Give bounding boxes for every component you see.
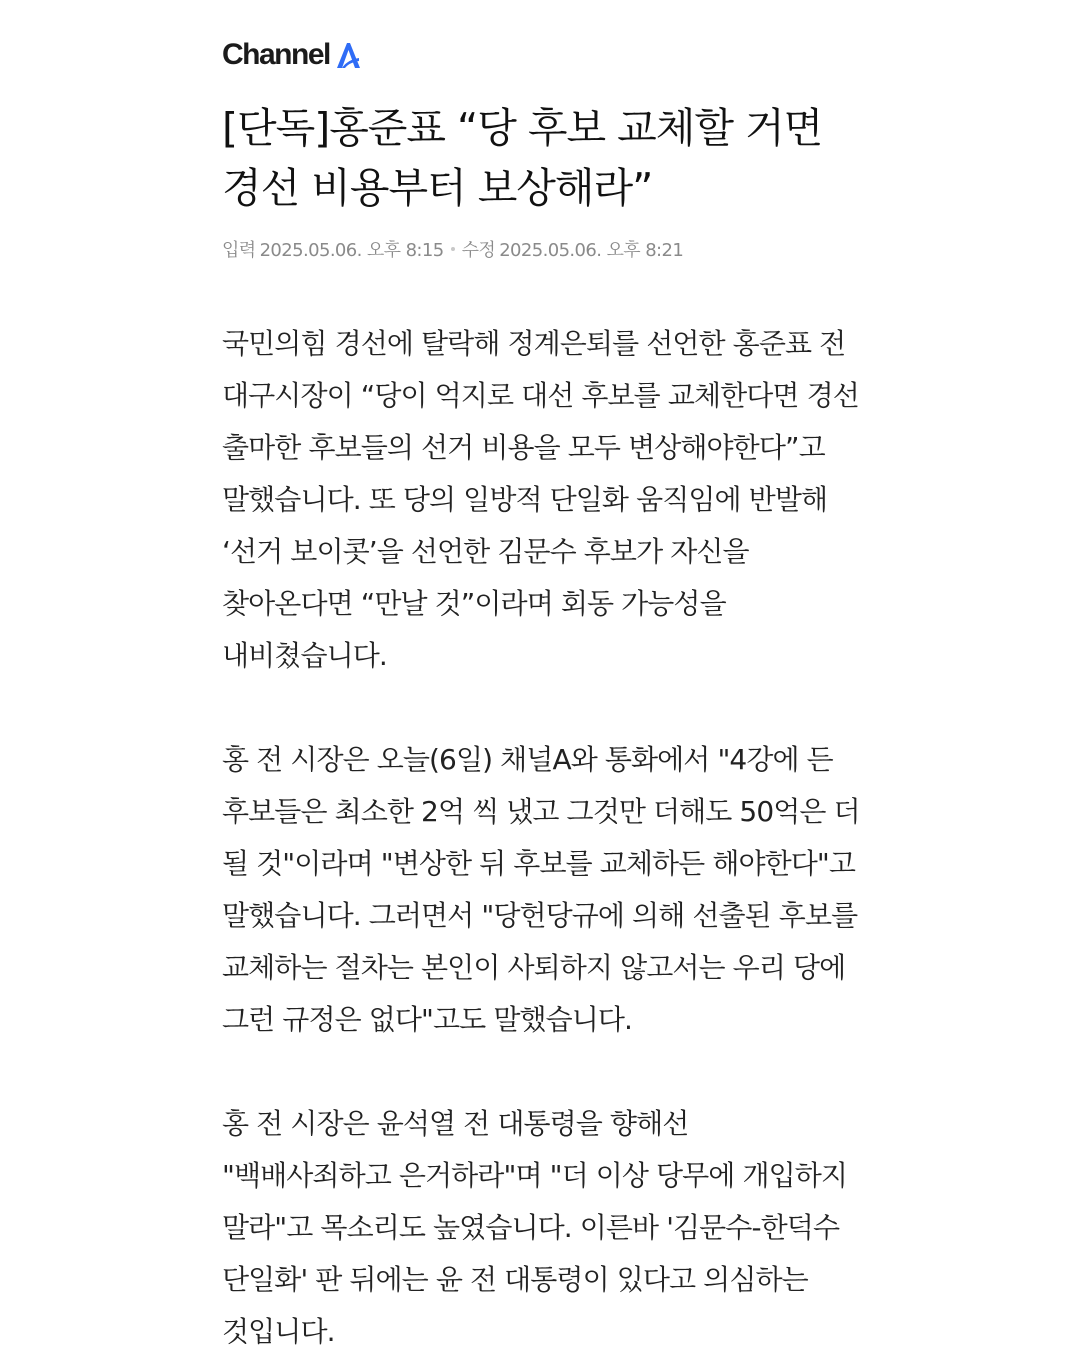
article-paragraph: 홍 전 시장은 오늘(6일) 채널A와 통화에서 "4강에 든 후보들은 최소한 2억 씩 냈고 그것만 더해도 50억은 더 될 것"이라며 "변상한 뒤 후보를 교체하든 해야한다"고 말했습니다. 그러면서 "당헌당규에 의해 선출된 후보를 교체하는 절차는 본인이 사퇴하지 않고서는 우리 당에 그런 규정은 없다"고도 말했습니다.	[222, 743, 860, 1036]
article-paragraph: 국민의힘 경선에 탈락해 정계은퇴를 선언한 홍준표 전 대구시장이 “당이 억지로 대선 후보를 교체한다면 경선 출마한 후보들의 선거 비용을 모두 변상해야한다”고 말했습니다. 또 당의 일방적 단일화 움직임에 반발해 ‘선거 보이콧’을 선언한 김문수 후보가 자신을 찾아온다면 “만날 것”이라며 회동 가능성을 내비쳤습니다.	[222, 327, 859, 672]
channel-a-mark-icon	[333, 40, 363, 70]
channel-a-logo[interactable]	[222, 32, 872, 72]
article-headline: [단독]홍준표 “당 후보 교체할 거면 경선 비용부터 보상해라”	[222, 104, 823, 212]
published-label: 입력	[222, 240, 256, 261]
modified-time: 2025.05.06. 오후 8:21	[499, 240, 684, 261]
article-page	[222, 30, 872, 1358]
logo-wordmark: Channel	[222, 38, 330, 71]
article-body	[222, 318, 872, 1358]
article-timestamps	[222, 236, 872, 262]
article-paragraph: 홍 전 시장은 윤석열 전 대통령을 향해선 "백배사죄하고 은거하라"며 "더 이상 당무에 개입하지 말라"고 목소리도 높였습니다. 이른바 '김문수-한덕수 단일화' 판 뒤에는 윤 전 대통령이 있다고 의심하는 것입니다.	[222, 1107, 848, 1348]
meta-separator	[451, 247, 455, 251]
published-time: 2025.05.06. 오후 8:15	[259, 240, 444, 261]
modified-label: 수정	[461, 240, 496, 261]
